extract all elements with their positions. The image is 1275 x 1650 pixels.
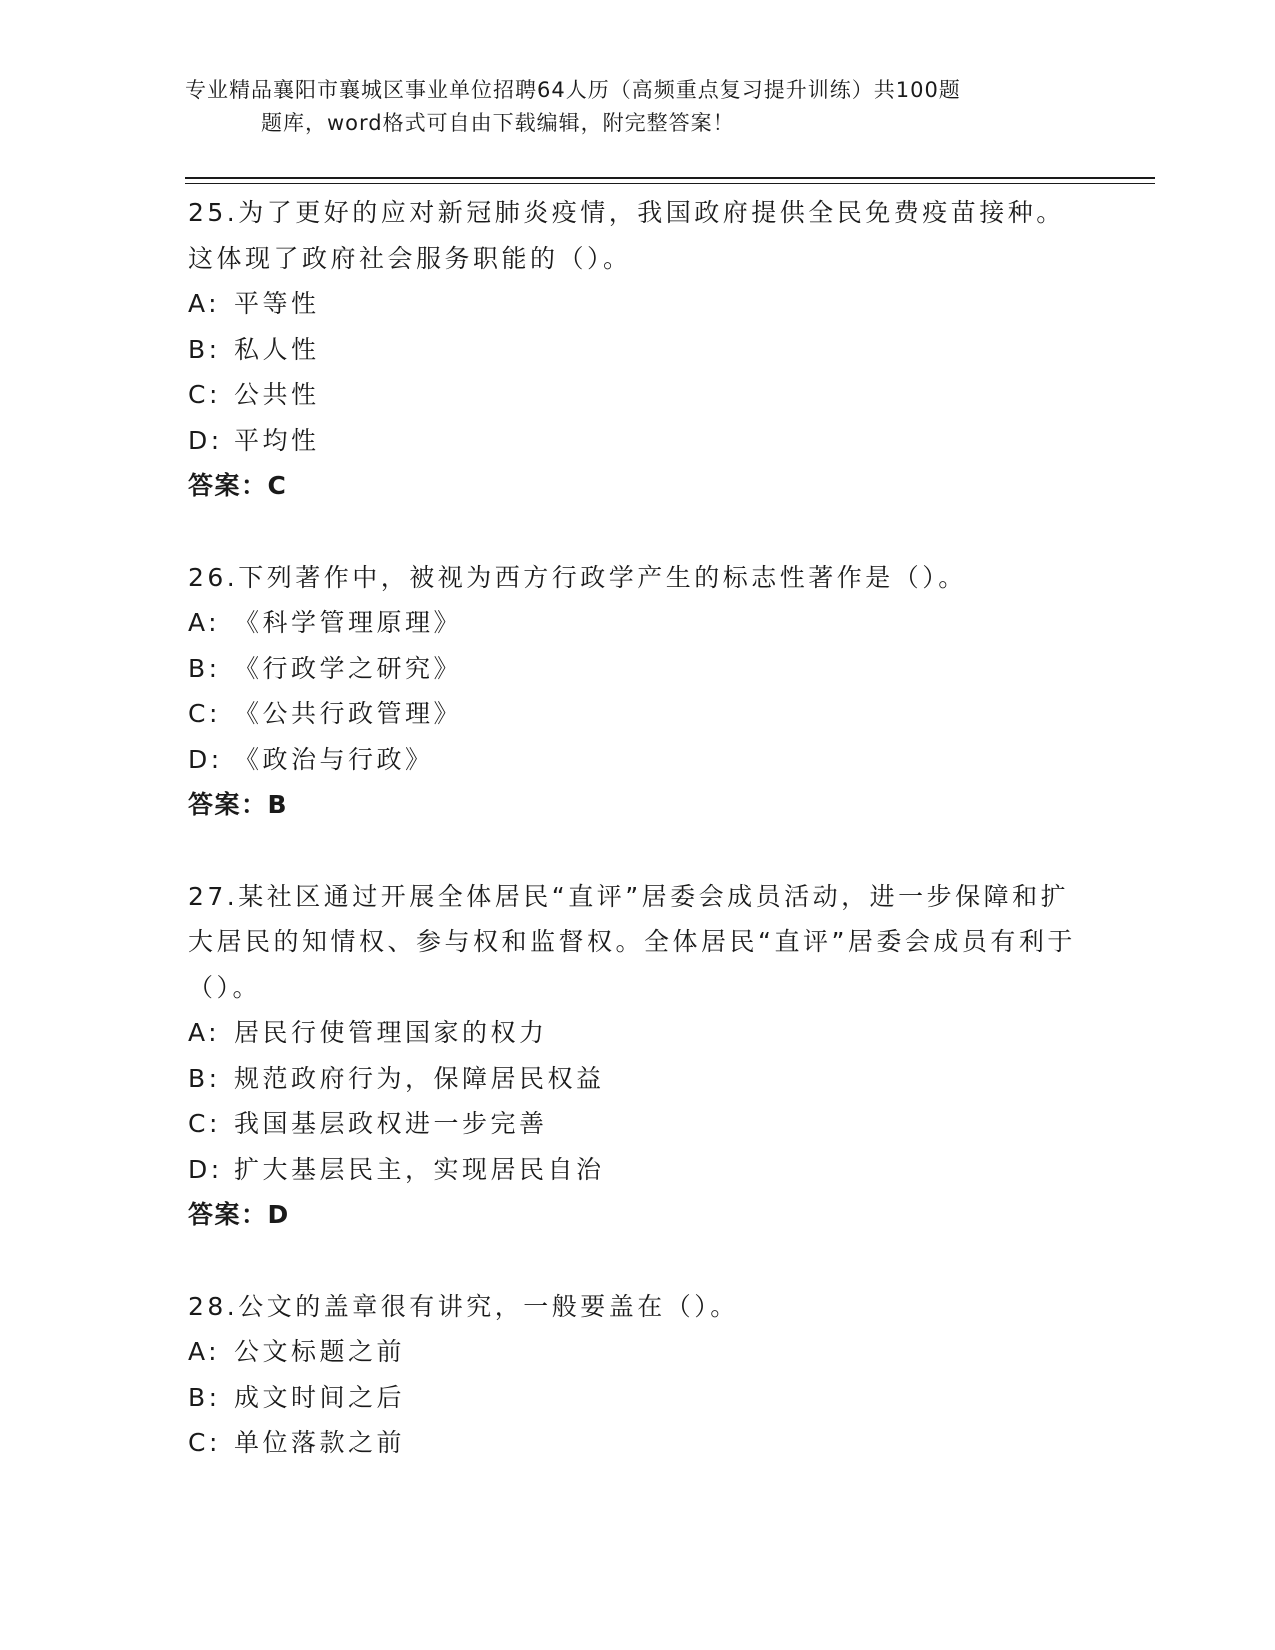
option-text: 居民行使管理国家的权力 [234, 1018, 548, 1047]
header-title-line2: 题库，word格式可自由下载编辑，附完整答案！ [261, 111, 735, 135]
option-text: 公共性 [234, 380, 320, 409]
option-text: 《行政学之研究》 [234, 653, 463, 683]
option-text: 私人性 [234, 334, 320, 364]
document-header [185, 74, 1085, 140]
option-c [188, 691, 1078, 737]
question-stem: 27.某社区通过开展全体居民“直评”居委会成员活动，进一步保障和扩大居民的知情权、参与权和监督权。全体居民“直评”居委会成员有利于（）。 [188, 881, 1076, 1002]
option-text: 平均性 [234, 425, 320, 455]
option-c [188, 1101, 1078, 1147]
option-text: 公文标题之前 [234, 1337, 406, 1366]
option-key: D: [188, 1154, 223, 1184]
question-25 [188, 190, 1078, 509]
option-key: A: [188, 1337, 221, 1366]
option-a [188, 1329, 1078, 1375]
header-divider-thin [185, 183, 1155, 184]
question-28 [188, 1284, 1078, 1466]
question-spacer [188, 509, 1078, 555]
option-d [188, 1147, 1078, 1193]
option-key: C: [188, 1109, 221, 1138]
answer-line: 答案：D [188, 1200, 290, 1229]
option-b [188, 1056, 1078, 1102]
option-text: 成文时间之后 [234, 1382, 406, 1412]
option-text: 单位落款之前 [234, 1428, 406, 1457]
option-key: B: [188, 1063, 221, 1093]
question-list [188, 190, 1078, 1466]
option-b [188, 646, 1078, 692]
option-key: A: [188, 608, 221, 637]
option-text: 《公共行政管理》 [234, 699, 463, 728]
option-key: A: [188, 1018, 221, 1047]
option-key: C: [188, 1428, 221, 1457]
question-spacer [188, 1238, 1078, 1284]
question-spacer [188, 828, 1078, 874]
option-a [188, 1010, 1078, 1056]
option-c [188, 372, 1078, 418]
option-d [188, 418, 1078, 464]
option-key: B: [188, 334, 221, 364]
option-text: 规范政府行为，保障居民权益 [234, 1063, 605, 1093]
answer-line: 答案：C [188, 471, 288, 500]
option-d [188, 737, 1078, 783]
option-text: 扩大基层民主，实现居民自治 [234, 1154, 605, 1184]
option-key: C: [188, 380, 221, 409]
option-text: 《政治与行政》 [234, 744, 434, 774]
option-a [188, 281, 1078, 327]
option-key: D: [188, 425, 223, 455]
option-key: A: [188, 289, 221, 318]
question-stem: 25.为了更好的应对新冠肺炎疫情，我国政府提供全民免费疫苗接种。这体现了政府社会服务职能的（）。 [188, 198, 1065, 273]
header-divider-thick [185, 177, 1155, 179]
header-title-line1: 专业精品襄阳市襄城区事业单位招聘64人历（高频重点复习提升训练）共100题 [185, 78, 961, 102]
option-a [188, 600, 1078, 646]
answer-line: 答案：B [188, 790, 289, 819]
option-text: 平等性 [234, 289, 320, 318]
question-26 [188, 555, 1078, 828]
option-text: 《科学管理原理》 [234, 608, 463, 637]
option-b [188, 1375, 1078, 1421]
option-c [188, 1420, 1078, 1466]
option-key: D: [188, 744, 223, 774]
question-stem: 26.下列著作中，被视为西方行政学产生的标志性著作是（）。 [188, 562, 967, 592]
option-text: 我国基层政权进一步完善 [234, 1109, 548, 1138]
option-key: C: [188, 699, 221, 728]
question-27 [188, 874, 1078, 1238]
option-b [188, 327, 1078, 373]
option-key: B: [188, 653, 221, 683]
question-stem: 28.公文的盖章很有讲究，一般要盖在（）。 [188, 1291, 739, 1321]
option-key: B: [188, 1382, 221, 1412]
